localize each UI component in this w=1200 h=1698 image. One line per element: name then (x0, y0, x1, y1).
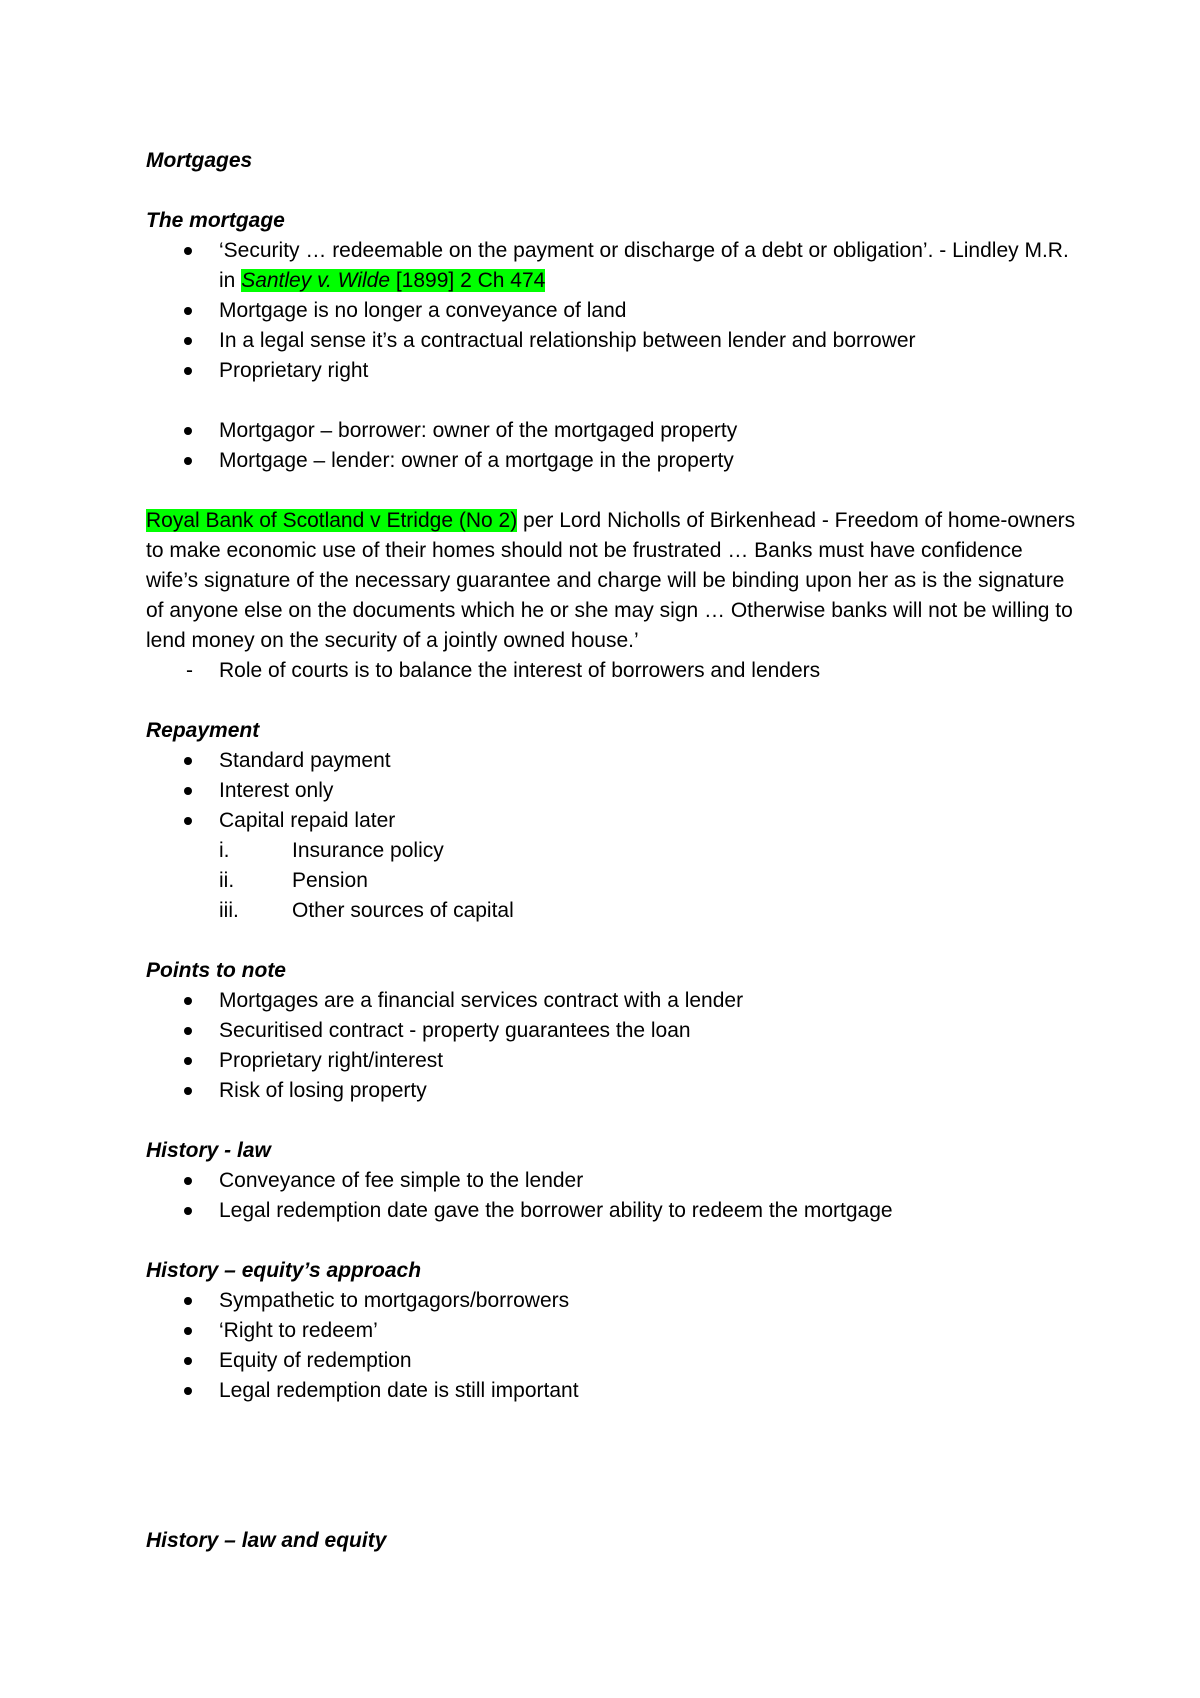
list-number: i. (219, 839, 230, 862)
list-item (146, 1376, 1076, 1406)
bullet-icon (184, 367, 192, 375)
list-item-text: Proprietary right/interest (219, 1049, 444, 1072)
list-item (146, 806, 1076, 836)
bullet-icon (184, 1387, 192, 1395)
points-list (146, 986, 1076, 1106)
parties-list (146, 416, 1076, 476)
heading-history-law-and-equity: History – law and equity (146, 1529, 387, 1552)
list-item (146, 296, 1076, 326)
list-item (146, 1196, 1076, 1226)
rbs-dash-list (146, 656, 1076, 686)
history-law-list (146, 1166, 1076, 1226)
history-equity-list (146, 1286, 1076, 1406)
document-title: Mortgages (146, 149, 253, 172)
list-item (146, 866, 1076, 896)
heading-history-law: History - law (146, 1139, 271, 1162)
bullet-icon (184, 1297, 192, 1305)
list-item (146, 986, 1076, 1016)
list-item (146, 326, 1076, 356)
list-item-text: Mortgages are a financial services contract with a lender (219, 989, 744, 1012)
list-item-text: In a legal sense it’s a contractual relationship between lender and borrower (219, 329, 916, 352)
heading-history-equity: History – equity’s approach (146, 1259, 422, 1282)
list-item-text: Role of courts is to balance the interest of borrowers and lenders (219, 659, 821, 682)
list-item-text: ‘Right to redeem’ (219, 1319, 378, 1342)
mortgage-list (146, 236, 1076, 386)
list-item-text: Proprietary right (219, 359, 369, 382)
bullet-icon (184, 787, 192, 795)
repayment-sub-list (146, 836, 1076, 926)
rbs-paragraph (146, 506, 1076, 656)
list-item-text: Other sources of capital (292, 899, 514, 922)
case-citation: [1899] 2 Ch 474 (390, 269, 546, 292)
list-item (146, 656, 1076, 686)
list-item-text: Equity of redemption (219, 1349, 412, 1372)
bullet-icon (184, 1087, 192, 1095)
rbs-text: per Lord Nicholls of Birkenhead - Freedom of home-owners to make economic use of their homes should not be frustrated … Banks must have confidence wife’s signature of the necessary guarantee and charge will be binding upon her as is the signature of anyone else on the documents which he or she may sign … Otherwise banks will not be willing to lend money on the security of a jointly owned house.’ (146, 509, 1076, 652)
list-item-text: Legal redemption date gave the borrower ability to redeem the mortgage (219, 1199, 893, 1222)
bullet-icon (184, 1027, 192, 1035)
heading-repayment: Repayment (146, 719, 260, 742)
list-item (146, 746, 1076, 776)
list-item-text: Capital repaid later (219, 809, 396, 832)
list-item-text: Legal redemption date is still important (219, 1379, 579, 1402)
bullet-icon (184, 997, 192, 1005)
list-item-text: Mortgage is no longer a conveyance of land (219, 299, 627, 322)
list-item (146, 1076, 1076, 1106)
case-name: Santley v. Wilde (241, 269, 391, 292)
list-item-text: Insurance policy (292, 839, 444, 862)
list-item (146, 446, 1076, 476)
bullet-icon (184, 1207, 192, 1215)
list-item-text: Securitised contract - property guarantees the loan (219, 1019, 691, 1042)
list-item (146, 236, 1076, 296)
case-highlight (241, 269, 545, 292)
list-item-text: Standard payment (219, 749, 391, 772)
list-number: ii. (219, 869, 235, 892)
list-item-text: Interest only (219, 779, 334, 802)
bullet-icon (184, 337, 192, 345)
bullet-icon (184, 817, 192, 825)
bullet-icon (184, 1327, 192, 1335)
list-item (146, 1046, 1076, 1076)
rbs-case-highlight: Royal Bank of Scotland v Etridge (No 2) (146, 509, 518, 532)
list-item (146, 1016, 1076, 1046)
bullet-icon (184, 427, 192, 435)
list-number: iii. (219, 899, 239, 922)
bullet-icon (184, 307, 192, 315)
list-item (146, 1346, 1076, 1376)
list-item (146, 1166, 1076, 1196)
bullet-icon (184, 247, 192, 255)
bullet-icon (184, 1057, 192, 1065)
list-item-text: Mortgage – lender: owner of a mortgage in the property (219, 449, 734, 472)
list-item-text: Mortgagor – borrower: owner of the mortgaged property (219, 419, 738, 442)
list-item (146, 356, 1076, 386)
list-item (146, 416, 1076, 446)
list-item (146, 896, 1076, 926)
bullet-icon (184, 757, 192, 765)
list-item-text: Pension (292, 869, 368, 892)
repayment-list (146, 746, 1076, 836)
bullet-icon (184, 1177, 192, 1185)
list-item-text: Conveyance of fee simple to the lender (219, 1169, 584, 1192)
list-item-text: Sympathetic to mortgagors/borrowers (219, 1289, 570, 1312)
list-item (146, 1316, 1076, 1346)
list-item (146, 1286, 1076, 1316)
dash-marker: - (186, 659, 193, 682)
bullet-icon (184, 457, 192, 465)
document-body (146, 146, 1076, 1556)
bullet-icon (184, 1357, 192, 1365)
heading-points-to-note: Points to note (146, 959, 286, 982)
heading-the-mortgage: The mortgage (146, 209, 285, 232)
list-item (146, 776, 1076, 806)
list-item-text: Risk of losing property (219, 1079, 427, 1102)
list-item (146, 836, 1076, 866)
santley-quote: ‘Security … redeemable on the payment or discharge of a debt or obligation’. - Lindley M.R. in (219, 239, 1069, 292)
